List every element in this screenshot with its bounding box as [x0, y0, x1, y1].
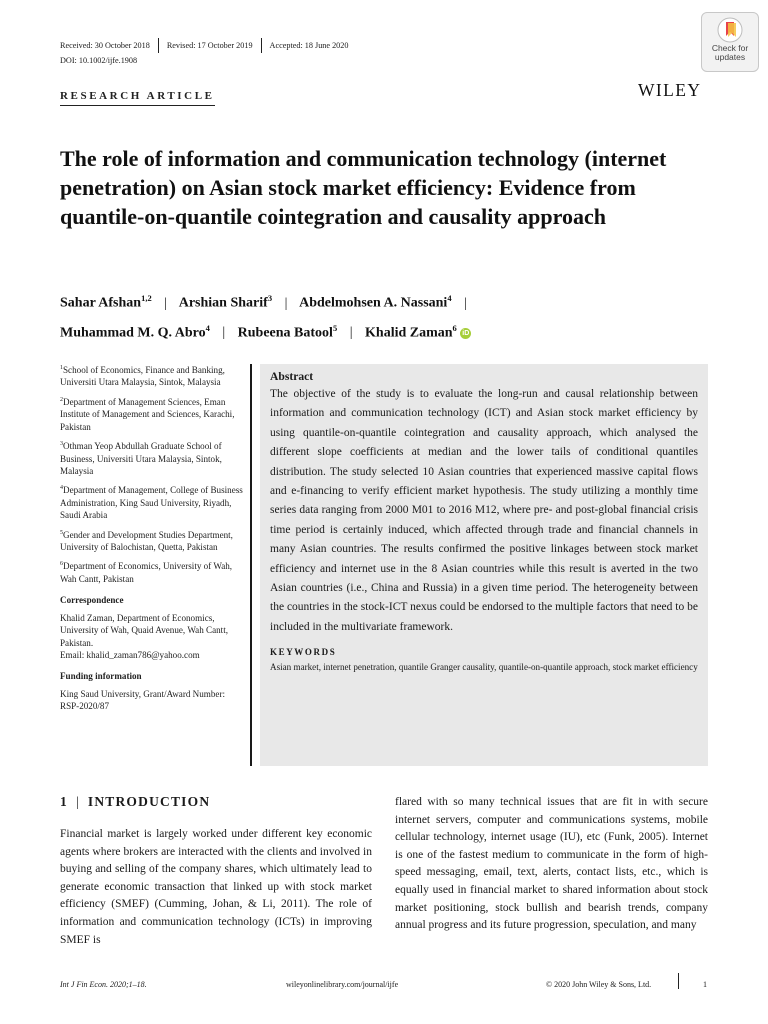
keywords-text: Asian market, internet penetration, quantile Granger causality, quantile-on-quantile approach, stock market efficiency [270, 662, 698, 673]
section-number: 1 [60, 794, 68, 809]
revised-date: Revised: 17 October 2019 [166, 41, 253, 50]
author-affiliation-ref: 5 [332, 322, 338, 333]
keywords-label: KEYWORDS [270, 647, 337, 658]
article-title: The role of information and communication technology (internet penetration) on Asian stock market efficiency: Evidence from quantile-on-quantile cointegration and causality approach [60, 146, 667, 229]
badge-line-1: Check for [711, 43, 749, 53]
affiliation [60, 482, 246, 521]
article-history [60, 38, 348, 53]
author-affiliation-ref: 1,2 [141, 293, 152, 303]
correspondence-email[interactable]: Email: khalid_zaman786@yahoo.com [60, 649, 200, 660]
affiliation [60, 438, 246, 477]
author-name[interactable]: Khalid Zaman [365, 325, 453, 341]
page-number: 1 [703, 980, 707, 989]
author-name[interactable]: Abdelmohsen A. Nassani [299, 295, 448, 311]
orcid-icon[interactable]: iD [462, 330, 470, 338]
bookmark-icon [717, 17, 743, 43]
author-separator: | [164, 295, 167, 311]
affiliation-text: Department of Management, College of Business Administration, King Saud University, Riyadh, Saudi Arabia [60, 485, 243, 521]
badge-line-2: updates [714, 51, 746, 62]
doi[interactable]: DOI: 10.1002/ijfe.1908 [60, 56, 138, 65]
funding-text: King Saud University, Grant/Award Number: RSP-2020/87 [60, 688, 226, 712]
intro-column-right: flared with so many technical issues that are fit in with secure internet servers, computer and communications systems, mobile cellular technology, internet usage (IU), etc (Funk, 2005). Internet is one of the fastest medium to communicate in the form of high-speed messaging, email, text, alerts, contact lists, etc., which is equally used in financial market to shared information about stock market positioning, stock bullish and bearish trends, company annual progress and its future progression, speculation, and many [395, 796, 708, 932]
affiliation-number: 4 [60, 485, 63, 492]
abstract-box [260, 364, 708, 766]
abstract-text: The objective of the study is to evaluate the long-run and causal relationship between information and communication technology (ICT) and Asian stock market efficiency by using quantile-on-quantile cointegration and causality approach, which analysed the different slope coefficients at median and the lower tails of conditional quantiles distribution. The study selected 10 Asian countries that experienced massive capital flows and e-financing to verify efficient market hypothesis. The study utilizing a monthly time series data ranging from 2000 M01 to 2016 M12, where pre- and post-global financial crisis time period is certainly induced, which affected through trade and financial channels in many Asian countries. The results confirmed the positive linkages between stock market efficiency and internet use in the 8 Asian countries while this result is averted in the two Asian countries (i.e., China and Russia) in a given time period. The heterogeneity between the countries in the stock-ICT nexus could be endorsed to the multiple factors that need to be included in the multivariate framework. [270, 388, 698, 633]
section-heading [60, 794, 210, 810]
affiliation [60, 394, 246, 433]
affiliation-number: 1 [60, 365, 63, 371]
intro-column-left: Financial market is largely worked under different key economic agents where brokers are interacted with the clients and involved in buying and selling of the company shares, which ultimately lead to generate economic transaction that linked up with stock market efficiency (SMEF) (Cumming, Johan, & Li, 2011). The role of information and communication technology (ICTs) in improving SMEF is [60, 828, 372, 946]
publisher-logo: WILEY [638, 80, 702, 100]
author-name[interactable]: Muhammad M. Q. Abro [60, 325, 206, 341]
accepted-date: Accepted: 18 June 2020 [269, 41, 349, 50]
footer-divider [678, 973, 679, 989]
affiliation-number: 5 [60, 529, 63, 536]
divider [158, 38, 159, 53]
author-name[interactable]: Sahar Afshan [60, 295, 142, 311]
funding-label: Funding information [60, 671, 142, 682]
affiliation-text: Department of Management Sciences, Eman Institute of Management and Sciences, Karachi, Pakistan [60, 396, 235, 432]
affiliation [60, 527, 246, 554]
correspondence-text: Khalid Zaman, Department of Economics, University of Wah, Quaid Avenue, Wah Cantt, Pakistan. [60, 612, 229, 648]
author-name[interactable]: Rubeena Batool [237, 325, 333, 341]
affiliation-text: Othman Yeop Abdullah Graduate School of Business, Universiti Utara Malaysia, Sintok, Malaysia [60, 441, 222, 476]
section-title: INTRODUCTION [87, 794, 211, 809]
column-divider [250, 364, 252, 766]
footer-copyright: © 2020 John Wiley & Sons, Ltd. [546, 980, 652, 989]
correspondence-label: Correspondence [60, 595, 124, 606]
affiliation-number: 6 [60, 561, 63, 568]
affiliation-text: School of Economics, Finance and Banking, Universiti Utara Malaysia, Sintok, Malaysia [60, 365, 225, 388]
author-affiliation-ref: 4 [205, 322, 210, 333]
article-type: RESEARCH ARTICLE [60, 90, 215, 106]
footer-journal: Int J Fin Econ. 2020;1–18. [60, 980, 147, 989]
abstract-heading: Abstract [270, 370, 314, 383]
author-separator: | [222, 325, 226, 341]
author-separator: | [284, 295, 288, 311]
affiliation-text: Gender and Development Studies Department, University of Balochistan, Quetta, Pakistan [60, 529, 233, 553]
affiliation-number: 2 [60, 396, 63, 403]
affiliations-column [60, 362, 246, 713]
affiliation [60, 362, 246, 389]
check-for-updates-badge[interactable] [701, 12, 759, 72]
author-name[interactable]: Arshian Sharif [178, 295, 268, 311]
author-affiliation-ref: 4 [447, 293, 452, 303]
author-separator: | [464, 295, 467, 311]
author-affiliation-ref: 6 [452, 322, 457, 333]
received-date: Received: 30 October 2018 [60, 41, 150, 50]
affiliation [60, 558, 246, 585]
author-separator: | [349, 325, 353, 341]
divider [261, 38, 262, 53]
affiliation-number: 3 [60, 441, 63, 448]
author-affiliation-ref: 3 [267, 293, 273, 303]
author-list [60, 286, 710, 345]
section-separator: | [75, 794, 80, 809]
footer-url[interactable]: wileyonlinelibrary.com/journal/ijfe [286, 980, 399, 989]
affiliation-text: Department of Economics, University of Wah, Wah Cantt, Pakistan [60, 561, 233, 584]
